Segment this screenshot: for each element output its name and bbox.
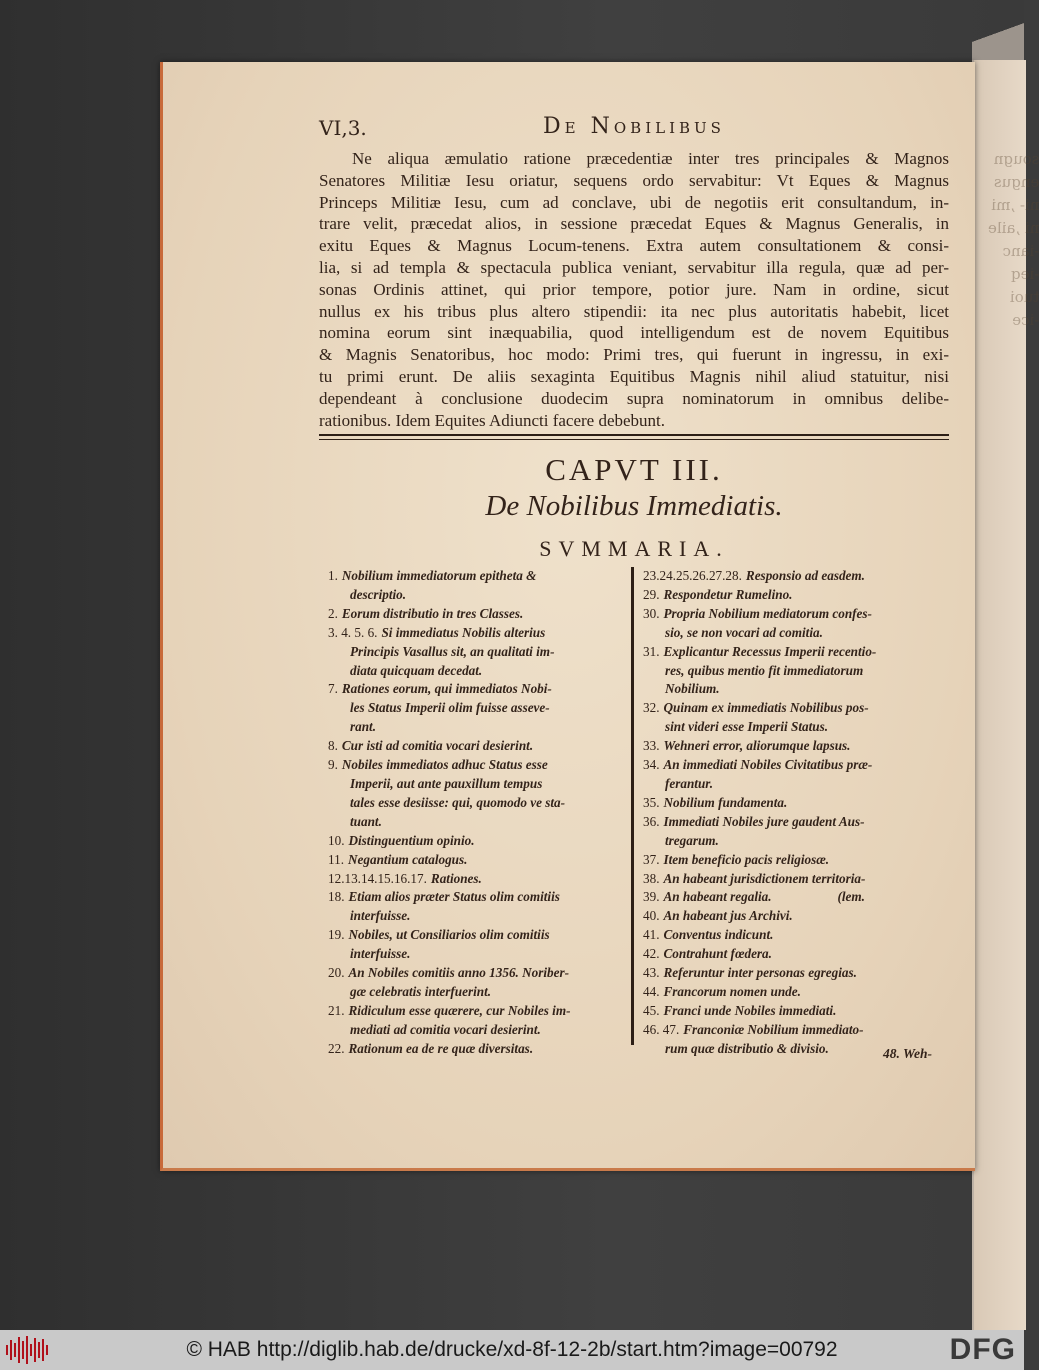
summary-item [643,888,948,907]
summary-text: Ridiculum esse quærere, cur Nobiles im- [348,1002,571,1018]
summary-line [643,643,948,662]
summary-number: 2. [328,605,338,621]
body-paragraph [319,148,949,431]
book-page [160,62,975,1171]
summary-item [328,605,628,624]
summary-number: 30. [643,605,660,621]
summary-text: Nobilium fundamenta. [663,794,788,810]
summary-item [643,586,948,605]
summary-number: 19. [328,927,345,943]
summary-text: interfuisse. [350,908,411,924]
page-header [319,116,949,144]
summary-text: tales esse desiisse: qui, quomodo ve sta- [350,794,566,810]
summary-text: Francorum nomen unde. [663,983,801,999]
summary-line [643,775,948,794]
summary-item [328,680,628,737]
summary-line [643,983,948,1002]
summary-text: An habeant jurisdictionem territoria- [663,870,866,886]
summary-text: Conventus indicunt. [663,927,774,943]
summary-item [643,964,948,983]
body-line: dependeant à conclusione duodecim supra nominatorum in omnibus delibe- [319,388,949,408]
summary-line [328,794,628,813]
body-line: Senatores Militiæ Iesu oriatur, sequens ordo servabitur: Vt Eques & Magnus [319,170,949,190]
summary-line [643,832,948,851]
summary-text: interfuisse. [350,946,411,962]
summary-number: 11. [328,851,344,867]
summary-line [328,926,628,945]
summary-line [643,737,948,756]
summary-text: sint videri esse Imperii Status. [665,719,829,735]
summary-text: ferantur. [665,775,714,791]
summary-text: An immediati Nobiles Civitatibus præ- [663,757,873,773]
summary-text: Explicantur Recessus Imperii recentio- [663,643,877,659]
summary-number: 42. [643,946,660,962]
summary-text: Eorum distributio in tres Classes. [341,605,524,621]
summary-line [643,870,948,889]
chapter-title: CAPVT III. [545,452,723,487]
summary-text: Imperii, aut ante pauxillum tempus [350,775,543,791]
summary-text: Nobilium immediatorum epitheta & [341,568,537,583]
summary-line [643,907,948,926]
summary-line [328,605,628,624]
copyright-link[interactable]: © HAB http://diglib.hab.de/drucke/xd-8f-12-2b/start.htm?image=00792 [186,1338,838,1361]
chapter-subtitle: De Nobilibus Immediatis. [485,490,783,522]
summary-item [328,851,628,870]
summary-item [643,605,948,643]
summary-line [643,756,948,775]
summary-text: Negantium catalogus. [348,851,468,867]
summary-line [643,567,948,586]
summary-line [643,624,948,643]
body-line: exitu Eques & Magnus Locum-tenens. Extra autem consultationem & consi- [319,236,949,256]
summary-line [328,756,628,775]
summary-item [643,945,948,964]
catchword: 48. Weh- [883,1046,933,1061]
summary-text: Respondetur Rumelino. [663,586,793,602]
summary-number: 3. 4. 5. 6. [328,624,378,640]
summary-number: 7. [328,681,338,697]
summary-line [328,832,628,851]
summary-item [328,737,628,756]
summary-line [643,888,948,907]
summary-number: 44. [643,983,660,999]
summary-number: 41. [643,927,660,943]
body-line: lia, si ad templa & spectacula publica veniant, servabitur illa regula, quæ ad per- [319,257,949,277]
summary-text: Franconiæ Nobilium immediato- [683,1021,864,1037]
body-line: nomina eorum sint inæquabilia, quod intelligendum est de novem Equitibus [319,323,949,343]
summary-number: 32. [643,700,660,716]
bleed-through-text: sougn engus ni- ,mi ni ,aile -ianc -ieq tuoi -ice [988,150,1039,329]
summary-item [643,907,948,926]
summary-item [328,1040,628,1059]
summary-line [328,851,628,870]
summary-column-left [328,567,628,1059]
footer-bar [0,1330,1024,1370]
summary-line [328,983,628,1002]
summary-line [643,851,948,870]
summary-item [643,813,948,851]
summary-line [643,699,948,718]
summary-number: 43. [643,965,660,981]
summary-line [328,888,628,907]
summary-text: Responsio ad easdem. [745,568,865,583]
summary-text: Wehneri error, aliorumque lapsus. [663,738,851,754]
summary-text: Nobiles, ut Consiliarios olim comitiis [348,927,550,943]
summary-text: Nobilium. [665,681,720,697]
summary-number: 12.13.14.15.16.17. [328,870,427,886]
summary-text: sio, se non vocari ad comitia. [665,624,823,640]
summary-line [643,926,948,945]
body-line: rationibus. Idem Equites Adiuncti facere debebunt. [319,410,666,430]
summary-text: An habeant regalia. (lem. [663,889,865,905]
summary-number: 39. [643,889,660,905]
summary-line [328,945,628,964]
running-head: De Nobilibus [543,114,725,139]
summary-item [643,699,948,737]
summary-number: 10. [328,832,345,848]
summary-line [643,1021,948,1040]
summary-line [328,1002,628,1021]
summary-number: 37. [643,851,660,867]
summary-number: 40. [643,908,660,924]
double-rule-bottom [319,439,949,440]
summary-line [643,964,948,983]
summary-number: 36. [643,813,660,829]
summary-number: 1. [328,568,338,583]
body-line: tu primi erunt. De aliis sexaginta Equitibus Magnis nihil aliud statuitur, nisi [319,366,949,386]
summary-item [643,983,948,1002]
summary-line [328,1040,628,1059]
summary-item [643,737,948,756]
summary-text: An Nobiles comitiis anno 1356. Noriber- [348,965,570,981]
summary-item [643,756,948,794]
summary-number: 18. [328,889,345,905]
summary-text: Franci unde Nobiles immediati. [663,1002,837,1018]
body-line: nullus ex his tribus plus altero stipendii: ita nec plus autoritatis habebit, licet [319,301,949,321]
summary-text: Item beneficio pacis religiosæ. [663,851,830,867]
summary-line [643,662,948,681]
summary-line [643,605,948,624]
summary-text: rant. [350,719,377,735]
summary-line [643,813,948,832]
summary-text: Contrahunt fœdera. [663,946,772,962]
summary-text: Propria Nobilium mediatorum confes- [663,605,872,621]
summary-number: 31. [643,643,660,659]
summary-text: descriptio. [350,586,407,602]
page-number: VI,3. [319,116,367,140]
summary-number: 9. [328,757,338,773]
summary-item [643,851,948,870]
summary-line [328,567,628,586]
summary-item [328,964,628,1002]
summary-item [643,643,948,700]
summary-number: 8. [328,738,338,754]
page-corner-fold [972,0,1024,65]
summary-item [328,567,628,605]
summary-item [643,794,948,813]
double-rule-top [319,434,949,436]
summary-number: 33. [643,738,660,754]
summary-text: Referuntur inter personas egregias. [663,965,857,981]
summary-item [328,870,628,889]
summary-item [328,888,628,926]
summary-number: 20. [328,965,345,981]
summary-item [328,832,628,851]
summary-line [643,794,948,813]
summary-line [643,945,948,964]
summary-number: 46. 47. [643,1021,680,1037]
body-line: Ne aliqua æmulatio ratione præcedentiæ inter tres principales & Magnos [352,149,949,168]
summary-number: 38. [643,870,660,886]
summary-text: Rationes. [430,870,482,886]
summary-line [328,643,628,662]
summary-item [643,926,948,945]
summary-line [328,586,628,605]
summary-number: 23.24.25.26.27.28. [643,568,742,583]
summary-number: 34. [643,757,660,773]
summary-text: Rationum ea de re quæ diversitas. [348,1040,534,1056]
summary-text: diata quicquam decedat. [350,662,483,678]
dfg-logo: DFG [949,1333,1016,1366]
summary-line [328,964,628,983]
summary-line [328,775,628,794]
summary-text: Quinam ex immediatis Nobilibus pos- [663,700,869,716]
summary-text: Cur isti ad comitia vocari desierint. [341,738,534,754]
summary-text: mediati ad comitia vocari desierint. [350,1021,541,1037]
summary-number: 29. [643,586,660,602]
summary-line [328,680,628,699]
summary-number: 45. [643,1002,660,1018]
summary-heading: SVMMARIA. [539,536,729,561]
summary-line [328,718,628,737]
summary-text: Etiam alios præter Status olim comitiis [348,889,560,905]
summary-number: 21. [328,1002,345,1018]
summary-item [328,926,628,964]
summary-item [643,870,948,889]
column-divider [631,567,634,1045]
summary-text: Nobiles immediatos adhuc Status esse [341,757,548,773]
summary-line [328,870,628,889]
summary-line [643,680,948,699]
summary-line [643,1002,948,1021]
summary-text: gæ celebratis interfuerint. [350,983,492,999]
summary-text: Distinguentium opinio. [348,832,475,848]
body-line: trare velit, præcedat alios, in sessione præcedat Eques & Magnus Generalis, in [319,214,949,234]
summary-text: res, quibus mentio fit immediatorum [665,662,864,678]
summary-number: 35. [643,794,660,810]
summary-item [643,567,948,586]
summary-item [643,1002,948,1021]
summary-number: 22. [328,1040,345,1056]
summary-text: An habeant jus Archivi. [663,908,793,924]
summary-text: rum quæ distributio & divisio. [665,1040,829,1056]
summary-text: Immediati Nobiles jure gaudent Aus- [663,813,865,829]
summary-line [643,586,948,605]
summary-item [328,624,628,681]
body-line: sonas Ordinis attinet, qui prior tempore, potior jure. Nam in ordine, sicut [319,279,949,299]
summary-line [328,1021,628,1040]
summary-line [328,699,628,718]
summary-item [328,1002,628,1040]
body-line: Princeps Militiæ Iesu, cum ad conclave, ubi de negotiis erit consultandum, in- [319,192,949,212]
summary-line [328,737,628,756]
summary-text: Principis Vasallus sit, an qualitati im- [350,643,555,659]
summary-line [328,813,628,832]
summary-text: tuant. [350,813,382,829]
facing-page-edge [972,60,1039,1330]
summary-text: les Status Imperii olim fuisse asseve- [350,700,550,716]
summary-text: tregarum. [665,832,719,848]
summary-line [328,662,628,681]
summary-item [328,756,628,832]
summary-line [328,907,628,926]
body-line: & Magnis Senatoribus, hoc modo: Primi tres, qui fuerunt in ingressu, in exi- [319,345,949,365]
summary-line [643,718,948,737]
summary-text: Si immediatus Nobilis alterius [381,624,546,640]
summary-column-right [643,567,948,1059]
summary-line [328,624,628,643]
summary-text: Rationes eorum, qui immediatos Nobi- [341,681,552,697]
